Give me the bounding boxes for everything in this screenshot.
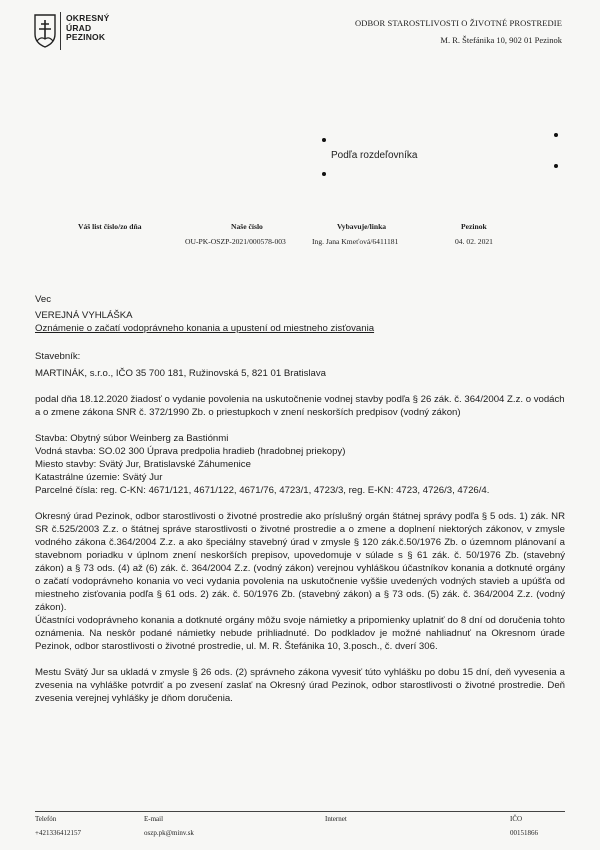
office-line: PEZINOK	[66, 32, 106, 42]
internet-label: Internet	[325, 815, 347, 823]
handler-label: Vybavuje/linka	[337, 222, 387, 231]
department-name: ODBOR STAROSTLIVOSTI O ŽIVOTNÉ PROSTREDIE	[355, 18, 562, 28]
our-ref-label: Naše číslo	[231, 222, 263, 231]
your-ref-label: Váš list číslo/zo dňa	[78, 222, 142, 231]
email-label: E-mail	[144, 815, 164, 823]
our-ref-value: OU-PK-OSZP-2021/000578-003	[185, 237, 286, 246]
construction-details	[35, 432, 565, 497]
logo-divider	[60, 12, 61, 50]
subject-label: Vec	[35, 294, 52, 305]
applicant-value: MARTINÁK, s.r.o., IČO 35 700 181, Ružinovská 5, 821 01 Bratislava	[35, 368, 326, 379]
detail-line: Parcelné čísla: reg. C-KN: 4671/121, 4671/122, 4671/76, 4723/1, 4723/3, reg. E-KN: 4723, 4726/3, 4726/4.	[35, 485, 490, 496]
phone-label: Telefón	[35, 815, 57, 823]
window-mark	[322, 172, 326, 176]
letter-body	[35, 293, 565, 705]
office-name	[66, 14, 109, 43]
posting-paragraph: Mestu Svätý Jur sa ukladá v zmysle § 26 ods. (2) správneho zákona vyvesiť túto vyhlášku po dobu 15 dní, deň vyvesenia a zvesenia na vyhláške potvrdiť a po zvesení zaslať na Okresný úrad Pezinok, odbor starostlivosti o životné prostredie. Deň zvesenia verejnej vyhlášky je dňom doručenia.	[35, 667, 565, 704]
subject-subtitle: Oznámenie o začatí vodoprávneho konania a upustení od miestneho zisťovania	[35, 323, 375, 334]
date-value: 04. 02. 2021	[455, 237, 493, 246]
detail-line: Katastrálne územie: Svätý Jur	[35, 472, 163, 483]
window-mark	[554, 164, 558, 168]
email-value: oszp.pk@minv.sk	[144, 829, 194, 837]
window-mark	[322, 138, 326, 142]
office-line: ÚRAD	[66, 22, 92, 33]
objections-paragraph: Účastníci vodoprávneho konania a dotknuté orgány môžu svoje námietky a pripomienky uplatniť do 8 dní od doručenia tohto oznámenia. Na neskôr podané námietky nebude prihliadnuté. Do podkladov je možné nahliadnuť na Okresnom úrade Pezinok, odbor starostlivosti o životné prostredie, ul. M. R. Štefánika 10, 3.posch., č. dverí 306.	[35, 615, 565, 652]
handler-value: Ing. Jana Kmeťová/6411181	[312, 237, 399, 246]
footer-divider	[35, 811, 565, 812]
detail-line: Miesto stavby: Svätý Jur, Bratislavské Záhumenice	[35, 459, 251, 470]
applicant-label: Stavebník:	[35, 351, 81, 362]
recipient: Podľa rozdeľovníka	[331, 150, 418, 161]
coat-of-arms-icon	[34, 14, 56, 48]
detail-line: Vodná stavba: SO.02 300 Úprava predpolia hradieb (hradobnej priekopy)	[35, 446, 346, 457]
ico-label: IČO	[510, 815, 523, 823]
office-line: OKRESNÝ	[66, 13, 110, 23]
detail-line: Stavba: Obytný súbor Weinberg za Bastiónmi	[35, 433, 229, 444]
place-label: Pezinok	[461, 222, 487, 231]
main-paragraph: Okresný úrad Pezinok, odbor starostlivosti o životné prostredie ako príslušný orgán štátnej správy podľa § 5 ods. 1) zák. NR SR č.525/2003 Z.z. o štátnej správe starostlivosti o životné prostredie a o zmene a doplnení niektorých zákonov, v zmysle vodného zákona č.364/2004 Z.z. a ako špeciálny stavebný úrad v zmysle § 120 zák.č.50/1976 Zb. o územnom plánovaní a stavebnom poriadku v úplnom znení neskorších prepisov, upovedomuje v súlade s § 61 zák. č. 50/1976 Zb. (stavebný zákon) a § 73 ods. (4) až (6) zák. č. 364/2004 Z.z. (vodný zákon) verejnou vyhláškou účastníkov konania a dotknuté orgány o začatí vodoprávneho konania vo veci vydania povolenia na uskutočnenie vyššie uvedených vodných stavieb a upúšťa od miestneho zisťovania podľa § 61 ods. 2) zák. č. 50/1976 Zb. (stavebný zákon) a § 73 ods. (5) zák. č. 364/2004 Z.z. (vodný zákon).	[35, 511, 565, 613]
phone-value: +421336412157	[35, 829, 81, 837]
request-paragraph: podal dňa 18.12.2020 žiadosť o vydanie povolenia na uskutočnenie vodnej stavby podľa § 26 zák. č. 364/2004 Z.z. o vodách a o zmene zákona SNR č. 372/1990 Zb. o priestupkoch v znení neskorších predpisov (vodný zákon)	[35, 394, 565, 418]
window-mark	[554, 133, 558, 137]
department-address: M. R. Štefánika 10, 902 01 Pezinok	[440, 35, 562, 45]
subject-title: VEREJNÁ VYHLÁŠKA	[35, 310, 133, 321]
ico-value: 00151866	[510, 829, 538, 837]
